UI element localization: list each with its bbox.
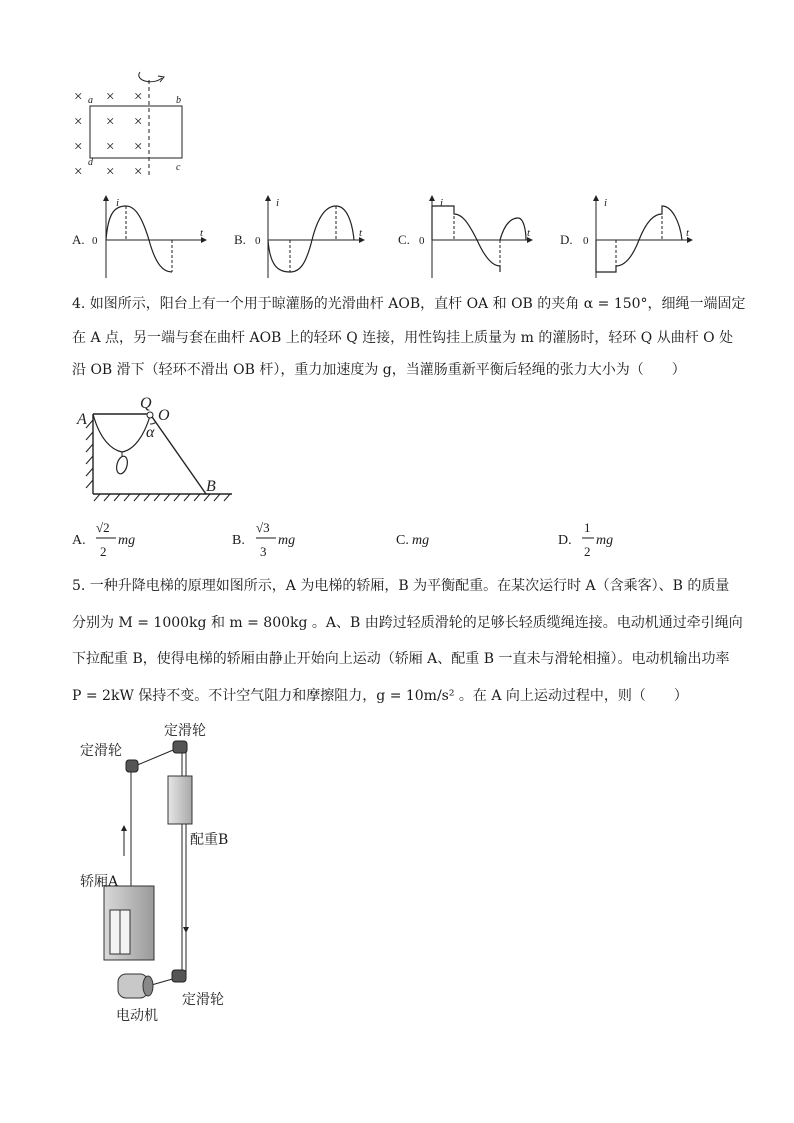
svg-text:×: ×: [106, 89, 115, 105]
q5-line-1: 5. 一种升降电梯的原理如图所示，A 为电梯的轿厢，B 为平衡配重。在某次运行时 A（含乘客）、B 的质量: [72, 578, 730, 594]
svg-text:t: t: [686, 227, 690, 239]
svg-text:×: ×: [134, 89, 143, 105]
q5-line-4: P = 2kW 保持不变。不计空气阻力和摩擦阻力，g = 10m/s² 。在 A 向上运动过程中，则（ ）: [72, 688, 688, 704]
svg-text:mg: mg: [412, 533, 430, 548]
svg-text:×: ×: [74, 89, 83, 105]
pulley-top-right-label: 定滑轮: [164, 723, 206, 739]
svg-text:1: 1: [584, 520, 591, 535]
svg-text:mg: mg: [278, 533, 296, 548]
svg-text:A: A: [77, 411, 87, 428]
svg-text:t: t: [527, 227, 531, 239]
svg-text:B: B: [206, 478, 216, 495]
q4-line-2: 在 A 点，另一端与套在曲杆 AOB 上的轻环 Q 连接，用性钩挂上质量为 m 的灌肠时，轻环 Q 从曲杆 O 处: [72, 330, 734, 346]
svg-text:i: i: [116, 197, 120, 209]
graph-option-d-label: D.: [560, 232, 573, 247]
svg-text:O: O: [158, 407, 170, 424]
motor-label: 电动机: [116, 1008, 158, 1024]
svg-text:3: 3: [260, 544, 267, 559]
pulley-top-left-label: 定滑轮: [80, 743, 122, 759]
corner-label-d: d: [88, 157, 93, 168]
q5-line-2: 分别为 M = 1000kg 和 m = 800kg 。A、B 由跨过轻质滑轮的足够长轻质缆绳连接。电动机通过牵引绳向: [72, 615, 743, 631]
corner-label-b: b: [176, 95, 181, 106]
graph-option-b-label: B.: [234, 232, 246, 247]
svg-text:×: ×: [106, 164, 115, 180]
svg-text:t: t: [200, 227, 204, 239]
graph-option-a-label: A.: [72, 232, 85, 247]
svg-text:2: 2: [100, 544, 107, 559]
svg-text:i: i: [440, 197, 444, 209]
svg-text:Q: Q: [140, 395, 152, 412]
svg-text:×: ×: [134, 114, 143, 130]
svg-text:√2: √2: [96, 520, 110, 535]
svg-text:×: ×: [134, 164, 143, 180]
svg-text:mg: mg: [118, 533, 136, 548]
svg-text:2: 2: [584, 544, 591, 559]
svg-text:×: ×: [74, 114, 83, 130]
svg-text:0: 0: [255, 235, 261, 247]
svg-text:√3: √3: [256, 520, 270, 535]
counterweight-label: 配重B: [190, 832, 229, 848]
corner-label-c: c: [176, 162, 181, 173]
graph-option-c-label: C.: [398, 232, 410, 247]
corner-label-a: a: [88, 95, 93, 106]
q4-line-3: 沿 OB 滑下（轻环不滑出 OB 杆），重力加速度为 g，当灌肠重新平衡后轻绳的张力大小为（ ）: [72, 362, 686, 378]
svg-text:α: α: [146, 424, 155, 441]
svg-text:×: ×: [74, 139, 83, 155]
svg-text:C.: C.: [396, 533, 409, 548]
svg-text:×: ×: [106, 114, 115, 130]
svg-text:i: i: [276, 197, 280, 209]
svg-text:t: t: [359, 227, 363, 239]
svg-text:0: 0: [583, 235, 589, 247]
svg-text:mg: mg: [596, 533, 614, 548]
svg-text:i: i: [604, 197, 608, 209]
svg-text:B.: B.: [232, 533, 245, 548]
svg-text:D.: D.: [558, 533, 572, 548]
svg-text:×: ×: [106, 139, 115, 155]
svg-text:0: 0: [419, 235, 425, 247]
svg-text:A.: A.: [72, 533, 86, 548]
svg-text:×: ×: [74, 164, 83, 180]
svg-text:×: ×: [134, 139, 143, 155]
car-label: 轿厢A: [80, 874, 119, 890]
q4-line-1: 4. 如图所示，阳台上有一个用于晾灌肠的光滑曲杆 AOB，直杆 OA 和 OB 的夹角 α = 150°，细绳一端固定: [72, 296, 746, 312]
q5-line-3: 下拉配重 B，使得电梯的轿厢由静止开始向上运动（轿厢 A、配重 B 一直未与滑轮相撞）。电动机输出功率: [72, 651, 730, 667]
pulley-bottom-label: 定滑轮: [182, 992, 224, 1008]
svg-text:0: 0: [92, 235, 98, 247]
